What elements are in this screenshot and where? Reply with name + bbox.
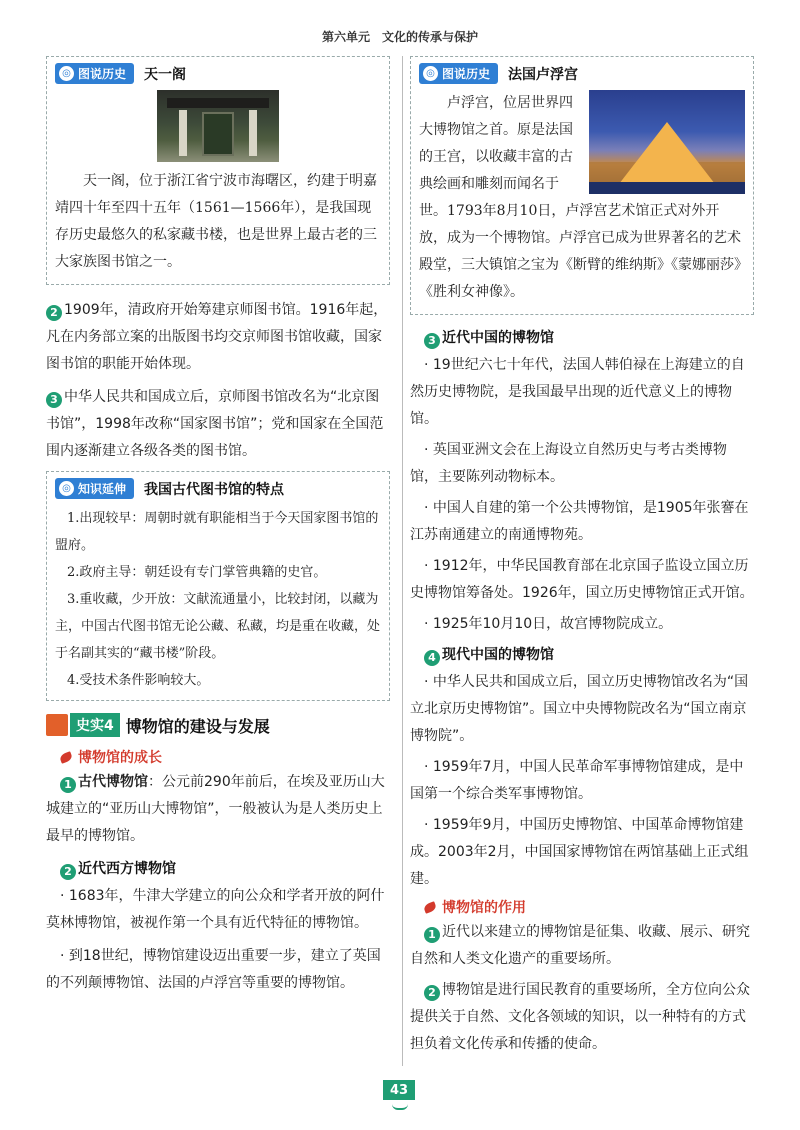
column-divider (402, 56, 403, 1066)
louvre-photo (589, 90, 745, 194)
tianyi-pavilion-photo (157, 90, 279, 162)
book-icon (46, 714, 68, 736)
box-text: 卢浮宫，位居世界四大博物馆之首。原是法国的王宫，以收藏丰富的古典绘画和雕刻而闻名于世。1793年8月10日，卢浮宫艺术馆正式对外开放，成为一个博物馆。卢浮宫已成为世界著名的艺术殿堂，三大镇馆之宝为《断臂的维纳斯》《蒙娜丽莎》《胜利女神像》。 (419, 95, 741, 300)
topic-heading: 博物馆的作用 (424, 897, 754, 917)
bullet-paragraph: · 到18世纪，博物馆建设迈出重要一步，建立了英国的不列颠博物馆、法国的卢浮宫等重要的博物馆。 (46, 948, 381, 991)
unit-header: 第六单元 文化的传承与保护 (321, 30, 478, 44)
number-badge: 1 (424, 927, 440, 943)
number-badge: 2 (424, 985, 440, 1001)
number-badge: 3 (46, 392, 62, 408)
page-ornament (392, 1104, 408, 1110)
bullet-paragraph: · 1959年9月，中国历史博物馆、中国革命博物馆建成。2003年2月，中国国家博物馆在两馆基础上正式组建。 (410, 817, 749, 887)
list-item: 1.出现较早：周朝时就有职能相当于今天国家图书馆的盟府。 (55, 511, 379, 553)
list-item: 4.受技术条件影响较大。 (67, 673, 210, 688)
leaf-icon (423, 901, 437, 914)
bullet-paragraph: · 19世纪六七十年代，法国人韩伯禄在上海建立的自然历史博物院，是我国最早出现的近代意义上的博物馆。 (410, 357, 745, 427)
eye-icon: ◎ (423, 66, 438, 81)
bullet-paragraph: · 中华人民共和国成立后，国立历史博物馆改名为“国立北京历史博物馆”。国立中央博物院改名为“国立南京博物院”。 (410, 674, 749, 744)
section-heading (46, 713, 390, 737)
eye-icon: ◎ (59, 66, 74, 81)
tianyi-pavilion-box (46, 56, 390, 285)
box-title: 法国卢浮宫 (508, 66, 579, 83)
eye-icon: ◎ (59, 481, 74, 496)
topic-heading: 博物馆的成长 (60, 747, 390, 767)
number-badge: 2 (60, 864, 76, 880)
bullet-paragraph: · 1925年10月10日，故宫博物院成立。 (424, 616, 673, 632)
number-badge: 2 (46, 305, 62, 321)
box-title: 天一阁 (144, 66, 187, 83)
picture-history-tag: ◎ 图说历史 (55, 63, 134, 84)
number-badge: 3 (424, 333, 440, 349)
bullet-paragraph: · 1959年7月，中国人民革命军事博物馆建成，是中国第一个综合类军事博物馆。 (410, 759, 744, 802)
list-item: 3.重收藏，少开放：文献流通量小，比较封闭，以藏为主，中国古代图书馆无论公藏、私藏，均是重在收藏，处于名副其实的“藏书楼”阶段。 (55, 592, 381, 661)
number-badge: 1 (60, 777, 76, 793)
louvre-box (410, 56, 754, 315)
paragraph: 2 博物馆是进行国民教育的重要场所，全方位向公众提供关于自然、文化各领域的知识，以一种特有的方式担负着文化传承和传播的使命。 (410, 982, 750, 1052)
bullet-paragraph: · 1683年，牛津大学建立的向公众和学者开放的阿什莫林博物馆，被视作第一个具有近代特征的博物馆。 (46, 888, 385, 931)
bullet-paragraph: · 中国人自建的第一个公共博物馆，是1905年张謇在江苏南通建立的南通博物苑。 (410, 500, 749, 543)
box-title: 我国古代图书馆的特点 (144, 481, 285, 498)
left-column (46, 56, 390, 997)
knowledge-extension-tag: ◎ 知识延伸 (55, 478, 134, 499)
subheading: 3 近代中国的博物馆 (410, 325, 754, 352)
right-column (410, 56, 754, 1058)
list-item: 2.政府主导：朝廷设有专门掌管典籍的史官。 (67, 565, 327, 580)
section-title: 博物馆的建设与发展 (125, 716, 270, 736)
paragraph: 1 近代以来建立的博物馆是征集、收藏、展示、研究自然和人类文化遗产的重要场所。 (410, 924, 750, 967)
leaf-icon (59, 751, 73, 764)
knowledge-extension-box (46, 471, 390, 701)
number-badge: 4 (424, 650, 440, 666)
box-text: 天一阁，位于浙江省宁波市海曙区，约建于明嘉靖四十年至四十五年（1561—1566年），是我国现存历史最悠久的私家藏书楼，也是世界上最古老的三大家族图书馆之一。 (55, 173, 377, 270)
page-number: 43 (383, 1080, 415, 1100)
bullet-paragraph: · 1912年，中华民国教育部在北京国子监设立国立历史博物馆筹备处。1926年，国立历史博物馆正式开馆。 (410, 558, 754, 601)
subheading: 2 近代西方博物馆 (46, 856, 390, 883)
subheading: 4 现代中国的博物馆 (410, 642, 754, 669)
section-label: 史实4 (70, 713, 120, 737)
paragraph: 1 古代博物馆：公元前290年前后，在埃及亚历山大城建立的“亚历山大博物馆”，一般被认为是人类历史上最早的博物馆。 (46, 774, 385, 844)
paragraph: 2 1909年，清政府开始筹建京师图书馆。1916年起，凡在内务部立案的出版图书均交京师图书馆收藏，国家图书馆的职能开始体现。 (46, 302, 388, 372)
bullet-paragraph: · 英国亚洲文会在上海设立自然历史与考古类博物馆，主要陈列动物标本。 (410, 442, 727, 485)
picture-history-tag: ◎ 图说历史 (419, 63, 498, 84)
paragraph: 3 中华人民共和国成立后，京师图书馆改名为“北京图书馆”，1998年改称“国家图书馆”；党和国家在全国范围内逐渐建立各级各类的图书馆。 (46, 389, 384, 459)
